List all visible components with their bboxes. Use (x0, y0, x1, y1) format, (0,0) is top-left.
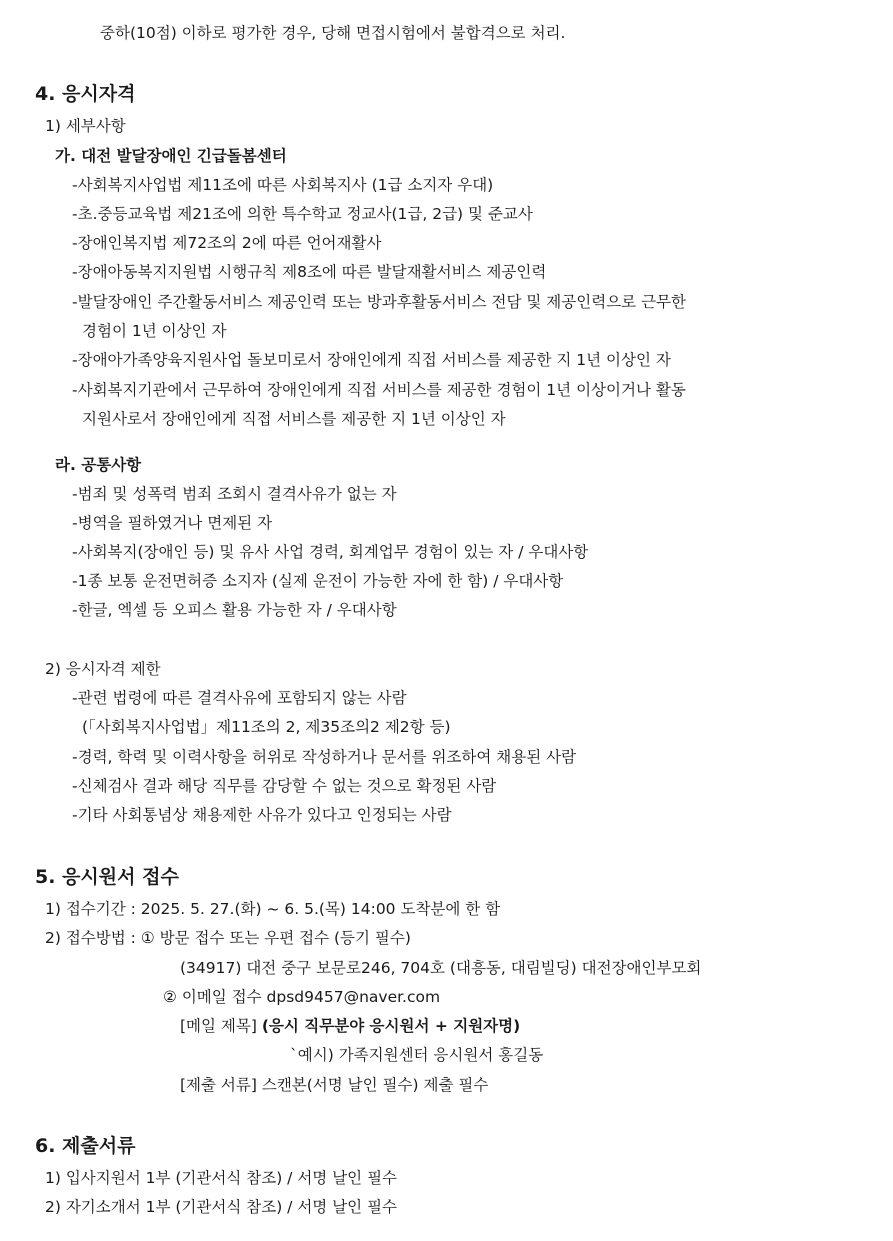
qualification-item: -사회복지기관에서 근무하여 장애인에게 직접 서비스를 제공한 경험이 1년 이상이거나 활동 (72, 381, 686, 399)
mail-subject-label: [메일 제목] (180, 1017, 262, 1035)
application-method-visit: ① 방문 접수 또는 우편 접수 (등기 필수) (140, 929, 411, 947)
qualification-item: -장애아가족양육지원사업 돌보미로서 장애인에게 직접 서비스를 제공한 지 1년 이상인 자 (72, 351, 671, 369)
application-method-label: 2) 접수방법 : (45, 929, 141, 947)
section-4-part-2-label: 2) 응시자격 제한 (45, 660, 161, 678)
application-period: 1) 접수기간 : 2025. 5. 27.(화) ~ 6. 5.(목) 14:00 도착분에 한 함 (45, 900, 501, 918)
required-document-item: 2) 자기소개서 1부 (기관서식 참조) / 서명 날인 필수 (45, 1198, 398, 1216)
section-4-part-1-label: 1) 세부사항 (45, 117, 126, 135)
intro-line: 중하(10점) 이하로 평가한 경우, 당해 면접시험에서 불합격으로 처리. (100, 24, 566, 42)
submission-documents-note: [제출 서류] 스캔본(서명 날인 필수) 제출 필수 (180, 1076, 489, 1094)
section-6-heading: 6. 제출서류 (35, 1135, 136, 1157)
common-item: -사회복지(장애인 등) 및 유사 사업 경력, 회계업무 경험이 있는 자 / 우대사항 (72, 543, 589, 561)
section-4-heading: 4. 응시자격 (35, 83, 136, 105)
required-document-item: 1) 입사지원서 1부 (기관서식 참조) / 서명 날인 필수 (45, 1169, 398, 1187)
qualification-item: -사회복지사업법 제11조에 따른 사회복지사 (1급 소지자 우대) (72, 176, 494, 194)
mail-subject-line (180, 1016, 520, 1036)
common-item: -한글, 엑셀 등 오피스 활용 가능한 자 / 우대사항 (72, 601, 397, 619)
mailing-address: (34917) 대전 중구 보문로246, 704호 (대흥동, 대림빌딩) 대전장애인부모회 (180, 959, 702, 977)
restriction-item: -기타 사회통념상 채용제한 사유가 있다고 인정되는 사람 (72, 806, 452, 824)
qualification-item: -초.중등교육법 제21조에 의한 특수학교 정교사(1급, 2급) 및 준교사 (72, 205, 533, 223)
common-item: -병역을 필하였거나 면제된 자 (72, 514, 273, 532)
common-item: -범죄 및 성폭력 범죄 조회시 결격사유가 없는 자 (72, 485, 397, 503)
qualification-item: -발달장애인 주간활동서비스 제공인력 또는 방과후활동서비스 전담 및 제공인력으로 근무한 (72, 293, 686, 311)
restriction-item-continuation: (「사회복지사업법」제11조의 2, 제35조의2 제2항 등) (82, 718, 451, 736)
mail-subject-value: (응시 직무분야 응시원서 + 지원자명) (261, 1017, 521, 1035)
qualification-item-continuation: 경험이 1년 이상인 자 (82, 322, 227, 340)
mail-subject-example: `예시) 가족지원센터 응시원서 홍길동 (290, 1046, 544, 1064)
restriction-item: -신체검사 결과 해당 직무를 감당할 수 없는 것으로 확정된 사람 (72, 777, 497, 795)
qualification-item: -장애인복지법 제72조의 2에 따른 언어재활사 (72, 234, 382, 252)
subsection-common-title: 라. 공통사항 (55, 456, 142, 474)
restriction-item: -관련 법령에 따른 결격사유에 포함되지 않는 사람 (72, 689, 407, 707)
restriction-item: -경력, 학력 및 이력사항을 허위로 작성하거나 문서를 위조하여 채용된 사람 (72, 748, 577, 766)
subsection-center-title: 가. 대전 발달장애인 긴급돌봄센터 (55, 147, 287, 165)
qualification-item-continuation: 지원사로서 장애인에게 직접 서비스를 제공한 지 1년 이상인 자 (82, 410, 506, 428)
application-method-email: ② 이메일 접수 dpsd9457@naver.com (163, 988, 441, 1006)
qualification-item: -장애아동복지지원법 시행규칙 제8조에 따른 발달재활서비스 제공인력 (72, 263, 547, 281)
section-5-heading: 5. 응시원서 접수 (35, 866, 179, 888)
application-method-line (45, 928, 411, 948)
common-item: -1종 보통 운전면허증 소지자 (실제 운전이 가능한 자에 한 함) / 우대사항 (72, 572, 564, 590)
